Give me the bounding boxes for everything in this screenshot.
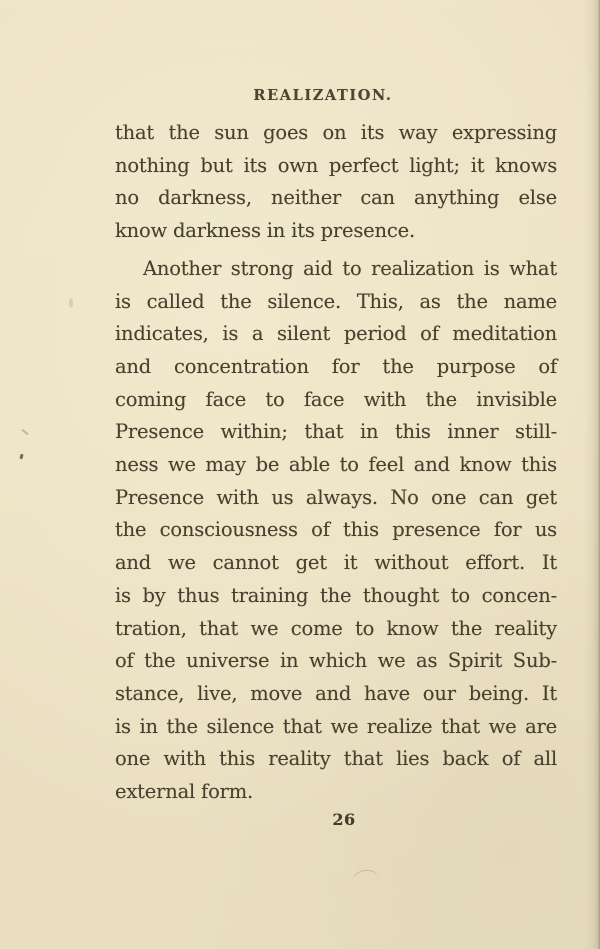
text-line: nothing but its own perfect light; it knows <box>115 153 557 177</box>
text-line: Another strong aid to realization is what <box>143 256 557 280</box>
text-line: tration, that we come to know the reality <box>115 616 557 640</box>
text-line: no darkness, neither can anything else <box>115 186 557 210</box>
crease-mark <box>351 868 378 882</box>
paragraph <box>115 253 557 809</box>
page-number: 26 <box>332 810 356 829</box>
ink-speck <box>19 454 23 460</box>
text-line: is called the silence. This, as the name <box>115 289 557 313</box>
text-line: and we cannot get it without effort. It <box>115 551 557 575</box>
text-line: is in the silence that we realize that we are <box>115 714 557 738</box>
text-line: know darkness in its presence. <box>115 219 415 243</box>
text-line: that the sun goes on its way expressing <box>115 121 557 144</box>
text-line: the consciousness of this presence for us <box>115 518 557 542</box>
ink-speck <box>21 429 29 436</box>
paragraph <box>115 117 557 248</box>
ink-speck <box>69 298 73 308</box>
text-line: Presence with us always. No one can get <box>115 485 557 509</box>
page-right-edge <box>584 0 600 949</box>
text-line: of the universe in which we as Spirit Sub- <box>115 649 557 673</box>
text-line: external form. <box>115 780 254 804</box>
body-text <box>115 117 557 809</box>
text-line: one with this reality that lies back of all <box>115 747 557 771</box>
running-header: REALIZATION. <box>253 87 393 104</box>
text-line: coming face to face with the invisible <box>115 387 557 411</box>
text-line: and concentration for the purpose of <box>115 354 557 378</box>
text-line: Presence within; that in this inner still- <box>115 420 557 444</box>
text-line: indicates, is a silent period of meditation <box>115 322 557 346</box>
text-line: stance, live, move and have our being. It <box>115 681 557 705</box>
text-line: is by thus training the thought to concen- <box>115 583 557 607</box>
text-line: ness we may be able to feel and know this <box>115 453 557 477</box>
